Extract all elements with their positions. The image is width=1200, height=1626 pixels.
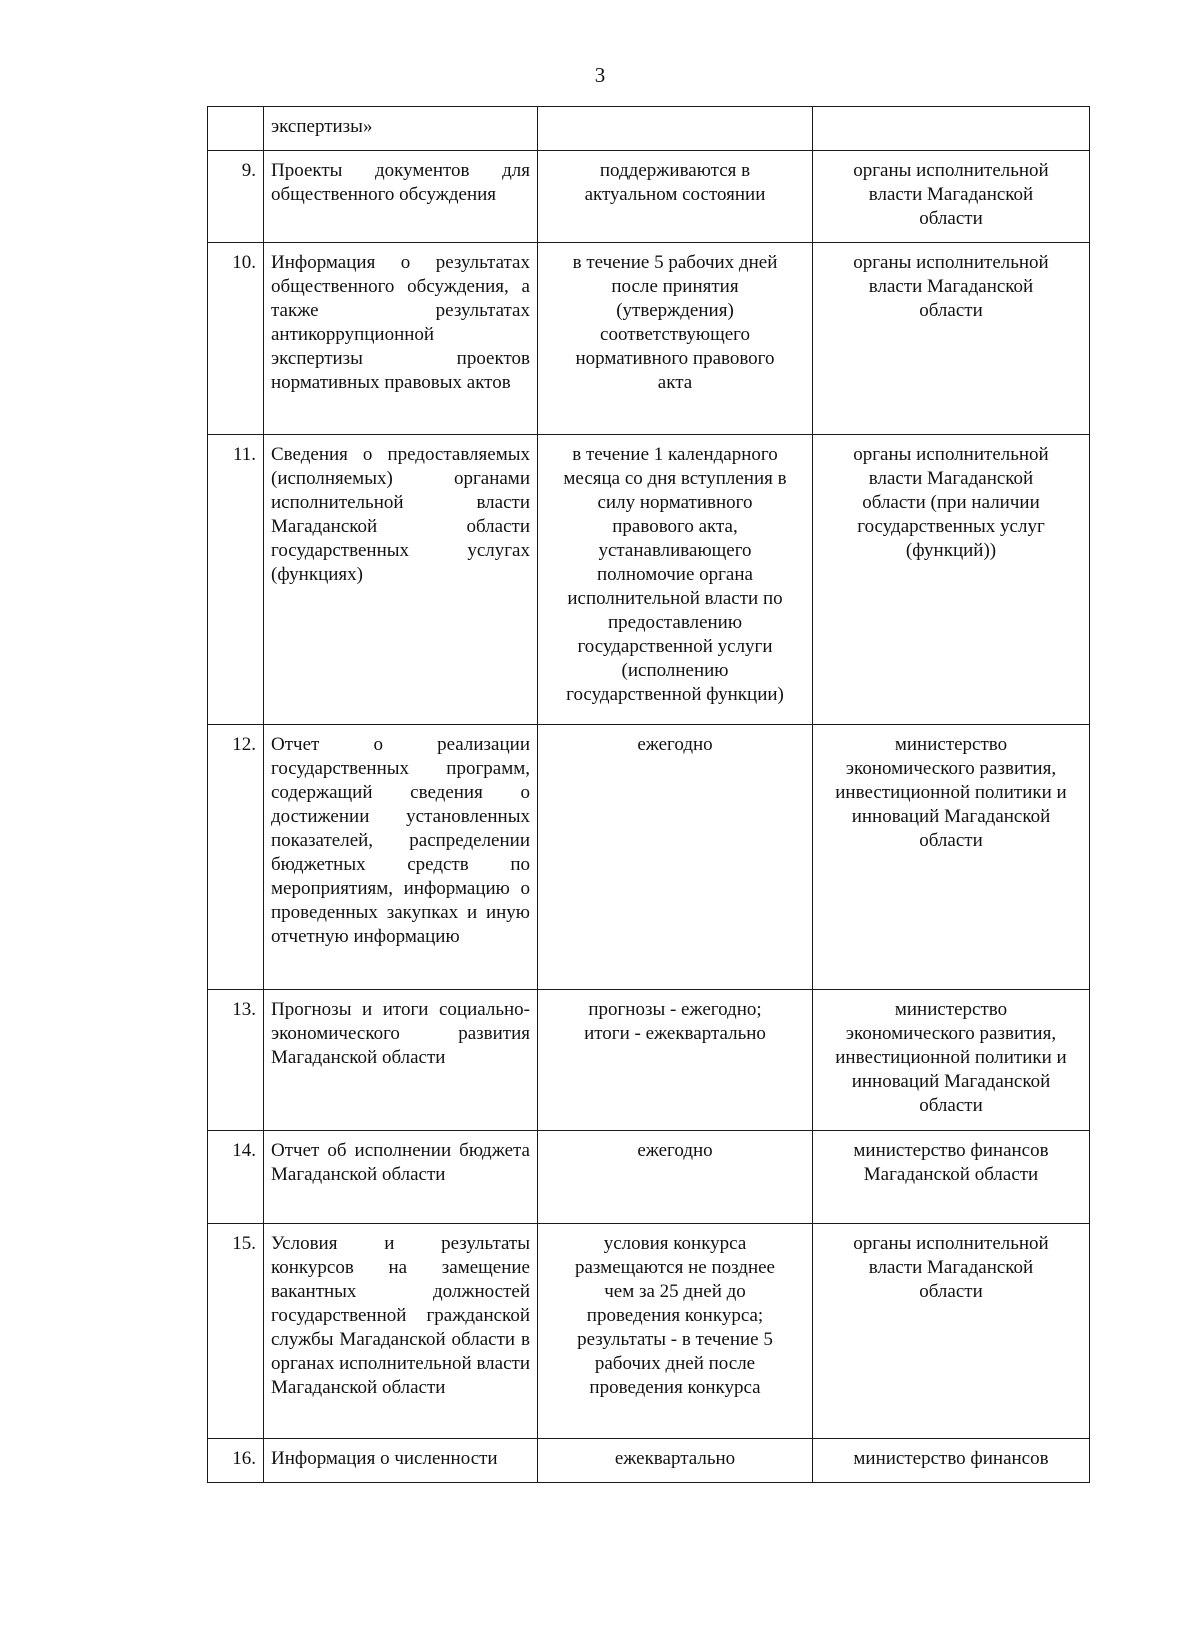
placement-term: ежегодно	[538, 725, 813, 990]
info-name: Информация о результатах общественного обсуждения, а также результатах антикоррупционной экспертизы проектов нормативных правовых актов	[264, 243, 538, 435]
table-row	[208, 1439, 1090, 1483]
row-number: 14.	[208, 1131, 264, 1224]
placement-term: поддерживаются в актуальном состоянии	[538, 151, 813, 243]
info-name: Отчет об исполнении бюджета Магаданской области	[264, 1131, 538, 1224]
row-number: 15.	[208, 1224, 264, 1439]
placement-term: в течение 5 рабочих дней после принятия (утверждения) соответствующего нормативного правового акта	[538, 243, 813, 435]
document-table	[207, 106, 1090, 1483]
responsible-body: министерство экономического развития, инвестиционной политики и инноваций Магаданской области	[813, 725, 1090, 990]
row-number: 9.	[208, 151, 264, 243]
info-name: экспертизы»	[264, 107, 538, 151]
row-number: 11.	[208, 435, 264, 725]
placement-term: ежеквартально	[538, 1439, 813, 1483]
responsible-body: органы исполнительной власти Магаданской области	[813, 243, 1090, 435]
responsible-body: министерство экономического развития, инвестиционной политики и инноваций Магаданской области	[813, 990, 1090, 1131]
row-number: 16.	[208, 1439, 264, 1483]
placement-term: условия конкурса размещаются не позднее чем за 25 дней до проведения конкурса; результаты - в течение 5 рабочих дней после проведения конкурса	[538, 1224, 813, 1439]
responsible-body	[813, 107, 1090, 151]
placement-term: прогнозы - ежегодно; итоги - ежеквартально	[538, 990, 813, 1131]
table-row	[208, 1131, 1090, 1224]
placement-term	[538, 107, 813, 151]
info-name: Прогнозы и итоги социально-экономического развития Магаданской области	[264, 990, 538, 1131]
placement-term: в течение 1 календарного месяца со дня вступления в силу нормативного правового акта, устанавливающего полномочие органа исполнительной власти по предоставлению государственной услуги (исполнению государственной функции)	[538, 435, 813, 725]
table-row	[208, 990, 1090, 1131]
table-row	[208, 151, 1090, 243]
responsible-body: министерство финансов Магаданской области	[813, 1131, 1090, 1224]
info-name: Отчет о реализации государственных программ, содержащий сведения о достижении установленных показателей, распределении бюджетных средств по мероприятиям, информацию о проведенных закупках и иную отчетную информацию	[264, 725, 538, 990]
row-number: 12.	[208, 725, 264, 990]
table-row	[208, 1224, 1090, 1439]
table-row	[208, 725, 1090, 990]
placement-term: ежегодно	[538, 1131, 813, 1224]
responsible-body: министерство финансов	[813, 1439, 1090, 1483]
row-number: 10.	[208, 243, 264, 435]
info-name: Условия и результаты конкурсов на замещение вакантных должностей государственной гражданской службы Магаданской области в органах исполнительной власти Магаданской области	[264, 1224, 538, 1439]
page-number: 3	[594, 63, 606, 87]
table-row	[208, 435, 1090, 725]
row-number: 13.	[208, 990, 264, 1131]
info-name: Проекты документов для общественного обсуждения	[264, 151, 538, 243]
table-row	[208, 243, 1090, 435]
responsible-body: органы исполнительной власти Магаданской области	[813, 151, 1090, 243]
info-name: Сведения о предоставляемых (исполняемых) органами исполнительной власти Магаданской области государственных услугах (функциях)	[264, 435, 538, 725]
row-number	[208, 107, 264, 151]
responsible-body: органы исполнительной власти Магаданской области	[813, 1224, 1090, 1439]
info-name: Информация о численности	[264, 1439, 538, 1483]
table-row	[208, 107, 1090, 151]
responsible-body: органы исполнительной власти Магаданской области (при наличии государственных услуг (функций))	[813, 435, 1090, 725]
